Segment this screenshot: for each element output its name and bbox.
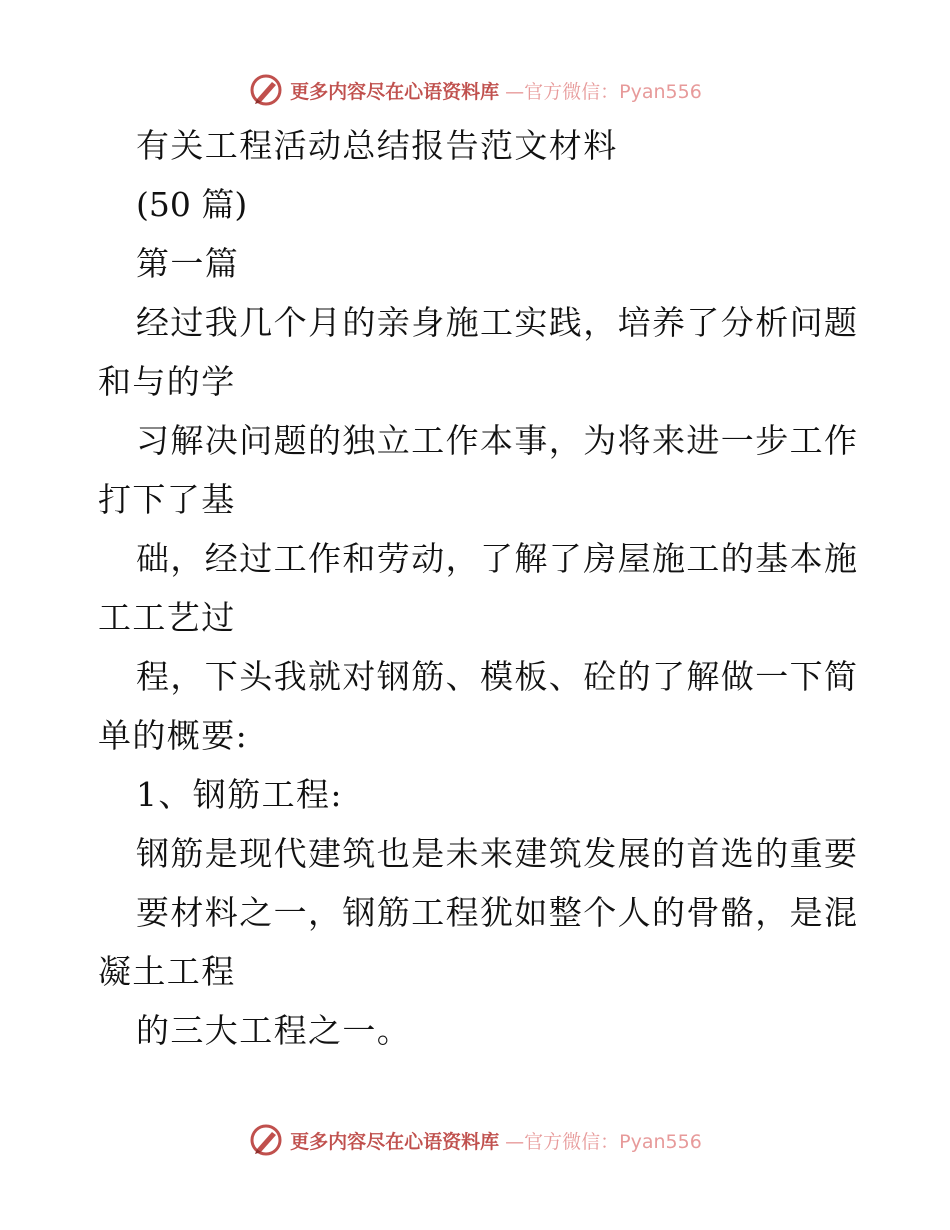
paragraph-line: 单的概要: <box>98 716 249 755</box>
pen-circle-logo-icon <box>248 72 284 108</box>
paragraph-line: 钢筋是现代建筑也是未来建筑发展的首选的重要 <box>136 834 859 873</box>
paragraph-line: 础，经过工作和劳动，了解了房屋施工的基本施 <box>136 539 859 578</box>
footer-banner <box>0 1120 950 1160</box>
footer-wechat-text: —官方微信：Pyan556 <box>505 1130 702 1153</box>
paragraph-line: 第一篇 <box>136 244 240 283</box>
footer-brand-text: 更多内容尽在心语资料库 <box>290 1130 500 1153</box>
pen-circle-logo-icon <box>248 1122 284 1158</box>
header-brand-text: 更多内容尽在心语资料库 <box>290 80 500 103</box>
header-wechat-text: —官方微信：Pyan556 <box>505 80 702 103</box>
paragraph-line: 1、钢筋工程: <box>136 775 343 814</box>
paragraph-line: 习解决问题的独立工作本事，为将来进一步工作 <box>136 421 859 460</box>
paragraph-line: 打下了基 <box>98 480 236 519</box>
paragraph-line: 经过我几个月的亲身施工实践，培养了分析问题 <box>136 303 859 342</box>
paragraph-line: 凝土工程 <box>98 952 236 991</box>
document-body <box>98 116 858 1060</box>
paragraph-line: 工工艺过 <box>98 598 236 637</box>
paragraph-line: 有关工程活动总结报告范文材料 <box>136 126 618 165</box>
header-banner <box>0 70 950 110</box>
paragraph-line: (50 篇) <box>136 185 248 224</box>
paragraph-line: 和与的学 <box>98 362 236 401</box>
paragraph-line: 程，下头我就对钢筋、模板、砼的了解做一下简 <box>136 657 859 696</box>
paragraph-line: 的三大工程之一。 <box>136 1011 412 1050</box>
paragraph-line: 要材料之一，钢筋工程犹如整个人的骨骼，是混 <box>136 893 859 932</box>
